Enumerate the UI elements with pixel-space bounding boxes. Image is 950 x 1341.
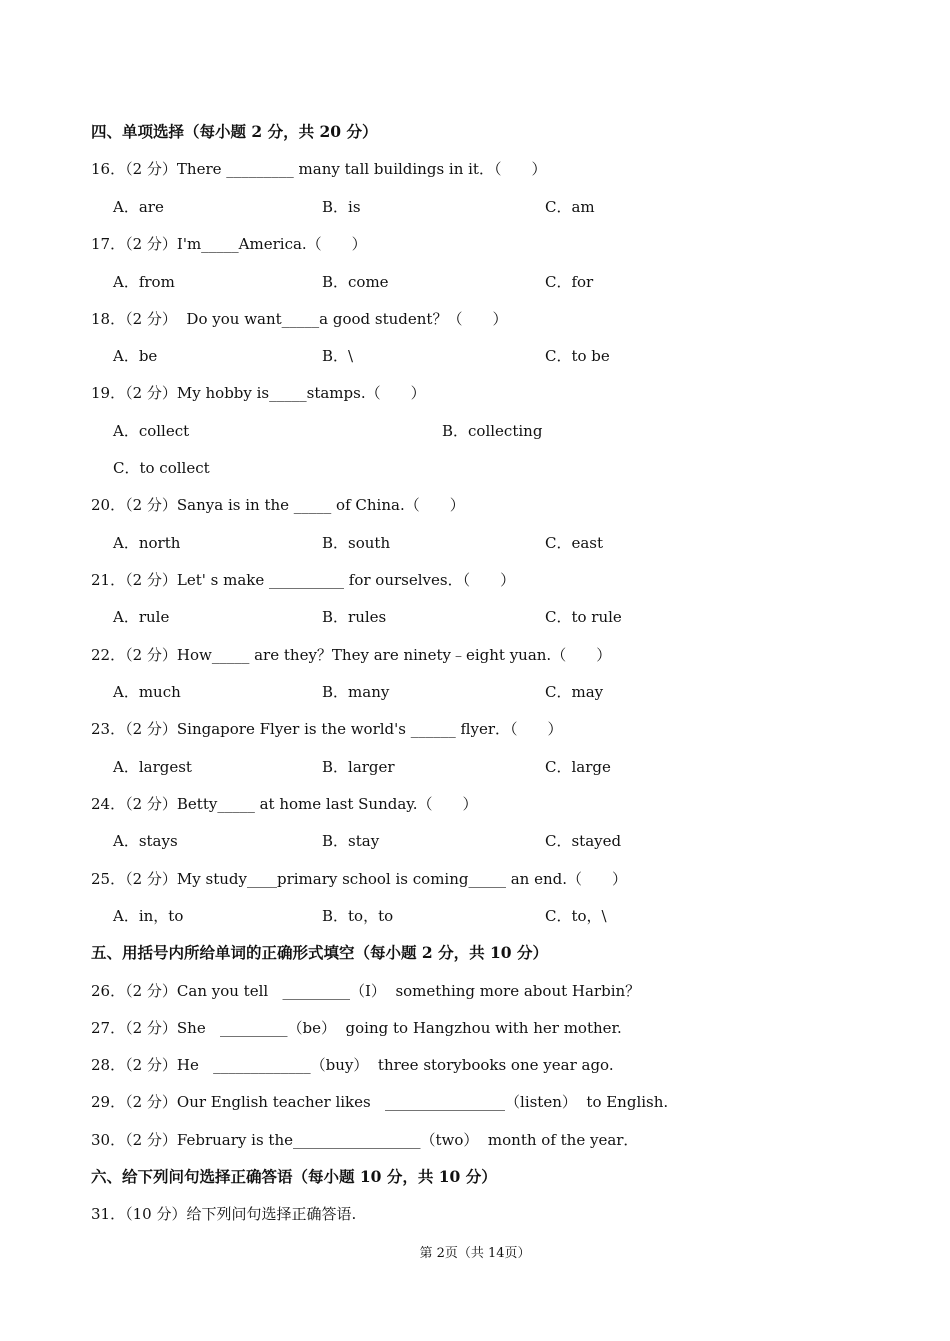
question-17: [0, 232, 950, 256]
section-6-heading: [0, 1165, 950, 1189]
question-stem: 22．（2 分）How_____ are they？They are ninety﹣eight yuan.（ ）: [91, 646, 612, 664]
option-c: C．for: [545, 273, 594, 291]
option-a: A．much: [113, 683, 181, 701]
option-a: A．stays: [113, 832, 178, 850]
option-b: B．larger: [322, 758, 395, 776]
option-c: C．to collect: [113, 459, 210, 477]
question-stem: 29．（2 分）Our English teacher likes ________________（listen） to English.: [91, 1093, 669, 1111]
option-a: A．are: [113, 198, 164, 216]
question-16: [0, 157, 950, 181]
question-stem: 16．（2 分）There _________ many tall buildings in it．（ ）: [91, 160, 547, 178]
question-20-options: [0, 531, 950, 555]
option-c: C．stayed: [545, 832, 622, 850]
question-stem: 26．（2 分）Can you tell _________（I） something more about Harbin？: [91, 982, 641, 1000]
question-stem: 17．（2 分）I'm_____America.（ ）: [91, 235, 367, 253]
question-18-options: [0, 344, 950, 368]
option-c: C．am: [545, 198, 595, 216]
option-b: B．collecting: [442, 422, 543, 440]
option-c: C．to be: [545, 347, 610, 365]
question-28: [0, 1053, 950, 1077]
option-b: B．stay: [322, 832, 380, 850]
question-stem: 27．（2 分）She _________（be） going to Hangzhou with her mother.: [91, 1019, 622, 1037]
option-c: C．to rule: [545, 608, 622, 626]
question-19-options-row1: [0, 419, 950, 443]
question-21: [0, 568, 950, 592]
question-21-options: [0, 605, 950, 629]
question-25: [0, 867, 950, 891]
question-19-options-row2: [0, 456, 950, 480]
question-stem: 19．（2 分）My hobby is_____stamps.（ ）: [91, 384, 426, 402]
option-a: A．north: [113, 534, 181, 552]
option-b: B．rules: [322, 608, 387, 626]
option-b: B．is: [322, 198, 361, 216]
question-17-options: [0, 270, 950, 294]
question-29: [0, 1090, 950, 1114]
option-b: B．\: [322, 347, 354, 365]
section-title: 五、用括号内所给单词的正确形式填空（每小题 2 分，共 10 分）: [91, 943, 548, 962]
section-title: 六、给下列问句选择正确答语（每小题 10 分，共 10 分）: [91, 1167, 497, 1186]
question-20: [0, 493, 950, 517]
question-stem: 18．（2 分） Do you want_____a good student？（ ）: [91, 310, 508, 328]
option-c: C．to，\: [545, 907, 607, 925]
option-a: A．largest: [113, 758, 192, 776]
question-stem: 25．（2 分）My study____primary school is coming_____ an end.（ ）: [91, 870, 628, 888]
question-24: [0, 792, 950, 816]
option-b: B．south: [322, 534, 391, 552]
option-a: A．in，to: [113, 907, 184, 925]
question-stem: 28．（2 分）He _____________（buy） three storybooks one year ago.: [91, 1056, 614, 1074]
page-footer: [0, 1242, 950, 1266]
section-5-heading: [0, 941, 950, 965]
page-number: 第 2页（共 14页）: [419, 1246, 531, 1261]
question-22: [0, 643, 950, 667]
question-stem: 24．（2 分）Betty_____ at home last Sunday.（ ）: [91, 795, 478, 813]
question-18: [0, 307, 950, 331]
question-stem: 21．（2 分）Let' s make __________ for ourselves．（ ）: [91, 571, 516, 589]
question-stem: 31．（10 分）给下列问句选择正确答语.: [91, 1205, 357, 1223]
option-a: A．rule: [113, 608, 170, 626]
option-a: A．be: [113, 347, 158, 365]
question-26: [0, 979, 950, 1003]
question-24-options: [0, 829, 950, 853]
option-b: B．come: [322, 273, 389, 291]
question-19: [0, 381, 950, 405]
question-stem: 20．（2 分）Sanya is in the _____ of China.（ ）: [91, 496, 465, 514]
question-31: [0, 1202, 950, 1226]
option-a: A．collect: [113, 422, 190, 440]
option-b: B．to，to: [322, 907, 394, 925]
section-title: 四、单项选择（每小题 2 分，共 20 分）: [91, 122, 378, 141]
option-c: C．may: [545, 683, 604, 701]
question-stem: 30．（2 分）February is the_________________（two） month of the year．: [91, 1131, 639, 1149]
section-4-heading: [0, 120, 950, 144]
question-23: [0, 717, 950, 741]
option-b: B．many: [322, 683, 390, 701]
option-a: A．from: [113, 273, 175, 291]
question-22-options: [0, 680, 950, 704]
question-27: [0, 1016, 950, 1040]
option-c: C．large: [545, 758, 611, 776]
question-25-options: [0, 904, 950, 928]
question-16-options: [0, 195, 950, 219]
question-stem: 23．（2 分）Singapore Flyer is the world's ______ flyer．（ ）: [91, 720, 563, 738]
question-30: [0, 1128, 950, 1152]
question-23-options: [0, 755, 950, 779]
option-c: C．east: [545, 534, 604, 552]
